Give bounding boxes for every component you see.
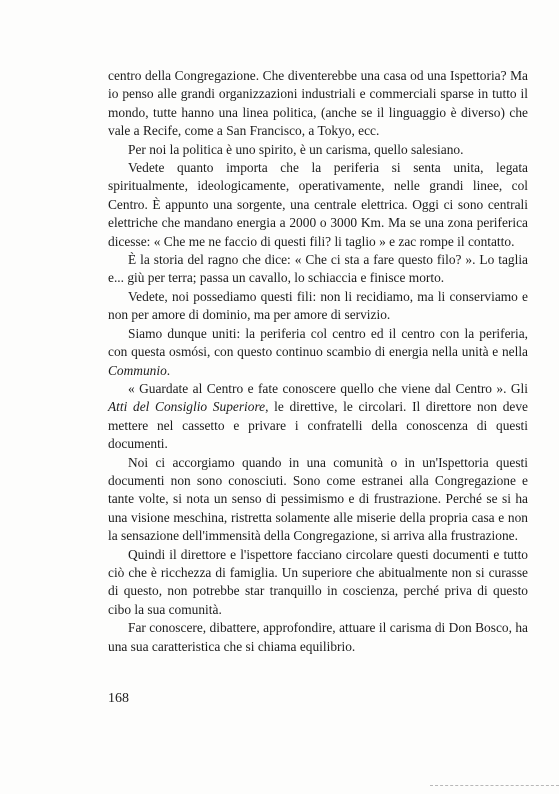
paragraph-text: È la storia del ragno che dice: « Che ci sta a fare questo filo? ». Lo taglia e... giù per terra; passa un cavallo, lo schiaccia e finisce morto. (108, 252, 528, 286)
scan-edge-line (430, 785, 559, 786)
paragraph-text: Siamo dunque uniti: la periferia col centro ed il centro con la periferia, con questa osmósi, con questo continuo scambio di energia nella unità e nella (108, 325, 528, 360)
paragraph-text: Per noi la politica è uno spirito, è un carisma, quello salesiano. (128, 141, 464, 157)
paragraph-text: , le direttive, le circolari. Il direttore non deve mettere nel cassetto e privare i confratelli della conoscenza di questi documenti. (108, 399, 528, 452)
paragraph (108, 619, 528, 656)
paragraph (108, 546, 528, 620)
paragraph (108, 67, 528, 141)
body-text (108, 67, 528, 656)
paragraph-text: Far conoscere, dibattere, approfondire, attuare il carisma di Don Bosco, ha una sua caratteristica che si chiama equilibrio. (108, 620, 528, 654)
paragraph (108, 325, 528, 380)
paragraph (108, 159, 528, 251)
paragraph-text: Vedete, noi possediamo questi fili: non li recidiamo, ma li conserviamo e non per amore di dominio, ma per amore di servizio. (108, 288, 528, 323)
italic-text: Communio (108, 362, 167, 378)
page-number: 168 (108, 691, 129, 706)
paragraph (108, 141, 528, 159)
paragraph-text: Noi ci accorgiamo quando in una comunità o in un'Ispettoria questi documenti non sono conosciuti. Sono come estranei alla Congregazione e tante volte, si nota un senso di pessimismo e di frustrazione. Perché se si ha una visione meschina, ristretta solamente alle miserie della propria casa e non la sensazione dell'immensità della Congregazione, si arriva alla frustrazione. (108, 454, 528, 544)
paragraph (108, 454, 528, 546)
paragraph-text: . (166, 362, 171, 378)
paragraph-text: « Guardate al Centro e fate conoscere quello che viene dal Centro ». Gli (128, 380, 528, 396)
paragraph (108, 288, 528, 325)
paragraph (108, 380, 528, 454)
italic-text: Atti del Consiglio Superiore (108, 399, 266, 415)
paragraph (108, 251, 528, 288)
paragraph-text: centro della Congregazione. Che diventerebbe una casa od una Ispettoria? Ma io penso alle grandi organizzazioni industriali e commerciali sparse in tutto il mondo, tutte hanno una linea politica, (anche se il linguaggio è diverso) che vale a Recife, come a San Francisco, a Tokyo, ecc. (108, 68, 528, 139)
paragraph-text: Quindi il direttore e l'ispettore facciano circolare questi documenti e tutto ciò che è ricchezza di famiglia. Un superiore che abitualmente non si curasse di questo, non potrebbe star tranquillo in coscienza, perché priva di questo cibo la sua comunità. (108, 546, 528, 617)
paragraph-text: Vedete quanto importa che la periferia si senta unita, legata spiritualmente, ideologicamente, operativamente, nelle grandi linee, col Centro. È appunto una sorgente, una centrale elettrica. Oggi ci sono centrali elettriche che mandano energia a 2000 o 3000 Km. Ma se una zona periferica dicesse: « Che me ne faccio di questi fili? li taglio » e zac rompe il contatto. (108, 160, 528, 249)
